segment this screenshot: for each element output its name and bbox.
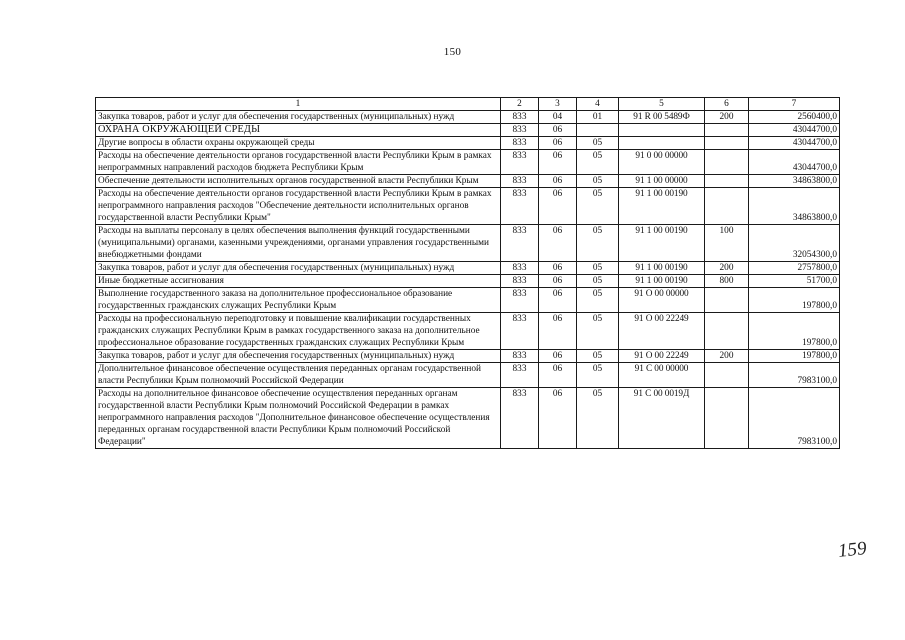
table-row bbox=[96, 188, 840, 225]
row-section: 06 bbox=[539, 124, 577, 137]
table-row bbox=[96, 388, 840, 449]
row-target bbox=[619, 137, 705, 150]
row-name: Закупка товаров, работ и услуг для обеспечения государственных (муниципальных) нужд bbox=[96, 111, 501, 124]
page-number: 150 bbox=[443, 46, 462, 58]
row-amount: 32054300,0 bbox=[749, 225, 840, 262]
row-amount: 43044700,0 bbox=[749, 124, 840, 137]
col-header-type: 6 bbox=[705, 98, 749, 111]
row-type: 200 bbox=[705, 111, 749, 124]
row-admin: 833 bbox=[501, 313, 539, 350]
row-subsection: 05 bbox=[577, 350, 619, 363]
row-target: 91 О 00 22249 bbox=[619, 313, 705, 350]
row-amount: 34863800,0 bbox=[749, 188, 840, 225]
row-name: Обеспечение деятельности исполнительных органов государственной власти Республики Крым bbox=[96, 175, 501, 188]
row-type: 200 bbox=[705, 350, 749, 363]
row-section: 06 bbox=[539, 350, 577, 363]
row-admin: 833 bbox=[501, 111, 539, 124]
row-section: 06 bbox=[539, 137, 577, 150]
row-admin: 833 bbox=[501, 388, 539, 449]
row-admin: 833 bbox=[501, 225, 539, 262]
row-target: 91 С 00 00000 bbox=[619, 363, 705, 388]
row-subsection: 05 bbox=[577, 275, 619, 288]
row-target: 91 R 00 5489Ф bbox=[619, 111, 705, 124]
row-name: Расходы на дополнительное финансовое обеспечение осуществления переданных органам государственной власти Республики Крым полномочий Российской Федерации в рамках непрограммного направления расходов "Дополнительное финансовое обеспечение осуществления переданных органам государственной власти Республики Крым полномочий Российской Федерации" bbox=[96, 388, 501, 449]
budget-table bbox=[95, 97, 840, 449]
row-target: 91 О 00 00000 bbox=[619, 288, 705, 313]
row-amount: 2560400,0 bbox=[749, 111, 840, 124]
row-section: 04 bbox=[539, 111, 577, 124]
table-row bbox=[96, 175, 840, 188]
row-subsection: 05 bbox=[577, 288, 619, 313]
row-type bbox=[705, 175, 749, 188]
row-name: ОХРАНА ОКРУЖАЮЩЕЙ СРЕДЫ bbox=[96, 124, 501, 137]
row-subsection: 05 bbox=[577, 225, 619, 262]
row-type: 200 bbox=[705, 262, 749, 275]
row-name: Выполнение государственного заказа на дополнительное профессиональное образование государственных гражданских служащих Республики Крым bbox=[96, 288, 501, 313]
row-amount: 43044700,0 bbox=[749, 137, 840, 150]
table-row bbox=[96, 363, 840, 388]
row-type bbox=[705, 150, 749, 175]
row-admin: 833 bbox=[501, 363, 539, 388]
row-subsection: 05 bbox=[577, 313, 619, 350]
row-admin: 833 bbox=[501, 150, 539, 175]
row-admin: 833 bbox=[501, 288, 539, 313]
row-section: 06 bbox=[539, 275, 577, 288]
row-admin: 833 bbox=[501, 350, 539, 363]
row-admin: 833 bbox=[501, 262, 539, 275]
table-row bbox=[96, 262, 840, 275]
table-row bbox=[96, 350, 840, 363]
row-target: 91 1 00 00190 bbox=[619, 225, 705, 262]
row-target: 91 С 00 0019Д bbox=[619, 388, 705, 449]
row-admin: 833 bbox=[501, 275, 539, 288]
col-header-amount: 7 bbox=[749, 98, 840, 111]
row-target: 91 1 00 00190 bbox=[619, 275, 705, 288]
row-name: Иные бюджетные ассигнования bbox=[96, 275, 501, 288]
row-name: Дополнительное финансовое обеспечение осуществления переданных органам государственной власти Республики Крым полномочий Российской Федерации bbox=[96, 363, 501, 388]
header-row bbox=[96, 98, 840, 111]
row-amount: 34863800,0 bbox=[749, 175, 840, 188]
row-section: 06 bbox=[539, 225, 577, 262]
row-admin: 833 bbox=[501, 188, 539, 225]
row-admin: 833 bbox=[501, 137, 539, 150]
row-subsection: 05 bbox=[577, 175, 619, 188]
row-target bbox=[619, 124, 705, 137]
row-subsection: 05 bbox=[577, 188, 619, 225]
row-type bbox=[705, 124, 749, 137]
row-type: 100 bbox=[705, 225, 749, 262]
row-subsection: 01 bbox=[577, 111, 619, 124]
row-section: 06 bbox=[539, 175, 577, 188]
table-row bbox=[96, 313, 840, 350]
row-subsection: 05 bbox=[577, 388, 619, 449]
row-amount: 197800,0 bbox=[749, 350, 840, 363]
row-subsection bbox=[577, 124, 619, 137]
row-target: 91 1 00 00190 bbox=[619, 262, 705, 275]
row-amount: 197800,0 bbox=[749, 288, 840, 313]
row-type bbox=[705, 313, 749, 350]
handwritten-page-number bbox=[836, 534, 878, 564]
row-target: 91 0 00 00000 bbox=[619, 150, 705, 175]
row-amount: 197800,0 bbox=[749, 313, 840, 350]
row-name: Расходы на обеспечение деятельности органов государственной власти Республики Крым в рамках непрограммного направления расходов "Обеспечение деятельности исполнительных органов государственной власти Республики Крым" bbox=[96, 188, 501, 225]
row-subsection: 05 bbox=[577, 262, 619, 275]
col-header-name: 1 bbox=[96, 98, 501, 111]
row-subsection: 05 bbox=[577, 137, 619, 150]
table-row bbox=[96, 124, 840, 137]
row-admin: 833 bbox=[501, 124, 539, 137]
row-name: Закупка товаров, работ и услуг для обеспечения государственных (муниципальных) нужд bbox=[96, 262, 501, 275]
row-type bbox=[705, 388, 749, 449]
col-header-admin: 2 bbox=[501, 98, 539, 111]
row-type: 800 bbox=[705, 275, 749, 288]
table-row bbox=[96, 275, 840, 288]
table-row bbox=[96, 288, 840, 313]
row-name: Расходы на обеспечение деятельности органов государственной власти Республики Крым в рамках непрограммных направлений расходов бюджета Республики Крым bbox=[96, 150, 501, 175]
row-type bbox=[705, 363, 749, 388]
row-name: Расходы на выплаты персоналу в целях обеспечения выполнения функций государственными (муниципальными) органами, казенными учреждениями, органами управления государственными внебюджетными фондами bbox=[96, 225, 501, 262]
row-name: Расходы на профессиональную переподготовку и повышение квалификации государственных гражданских служащих Республики Крым в рамках государственного заказа на дополнительное профессиональное образование государственных гражданских служащих Республики Крым bbox=[96, 313, 501, 350]
row-subsection: 05 bbox=[577, 363, 619, 388]
row-amount: 7983100,0 bbox=[749, 363, 840, 388]
col-header-target: 5 bbox=[619, 98, 705, 111]
handwritten-page-number-text: 159 bbox=[837, 537, 868, 562]
row-section: 06 bbox=[539, 313, 577, 350]
row-amount: 2757800,0 bbox=[749, 262, 840, 275]
row-name: Закупка товаров, работ и услуг для обеспечения государственных (муниципальных) нужд bbox=[96, 350, 501, 363]
col-header-section: 3 bbox=[539, 98, 577, 111]
row-amount: 7983100,0 bbox=[749, 388, 840, 449]
row-section: 06 bbox=[539, 150, 577, 175]
row-type bbox=[705, 188, 749, 225]
table-row bbox=[96, 150, 840, 175]
row-section: 06 bbox=[539, 288, 577, 313]
table-row bbox=[96, 137, 840, 150]
row-admin: 833 bbox=[501, 175, 539, 188]
table-row bbox=[96, 111, 840, 124]
row-target: 91 1 00 00000 bbox=[619, 175, 705, 188]
col-header-subsection: 4 bbox=[577, 98, 619, 111]
row-subsection: 05 bbox=[577, 150, 619, 175]
row-target: 91 О 00 22249 bbox=[619, 350, 705, 363]
row-section: 06 bbox=[539, 188, 577, 225]
table-row bbox=[96, 225, 840, 262]
row-amount: 43044700,0 bbox=[749, 150, 840, 175]
row-section: 06 bbox=[539, 262, 577, 275]
row-type bbox=[705, 137, 749, 150]
row-section: 06 bbox=[539, 363, 577, 388]
row-target: 91 1 00 00190 bbox=[619, 188, 705, 225]
row-section: 06 bbox=[539, 388, 577, 449]
row-amount: 51700,0 bbox=[749, 275, 840, 288]
row-name: Другие вопросы в области охраны окружающей среды bbox=[96, 137, 501, 150]
row-type bbox=[705, 288, 749, 313]
